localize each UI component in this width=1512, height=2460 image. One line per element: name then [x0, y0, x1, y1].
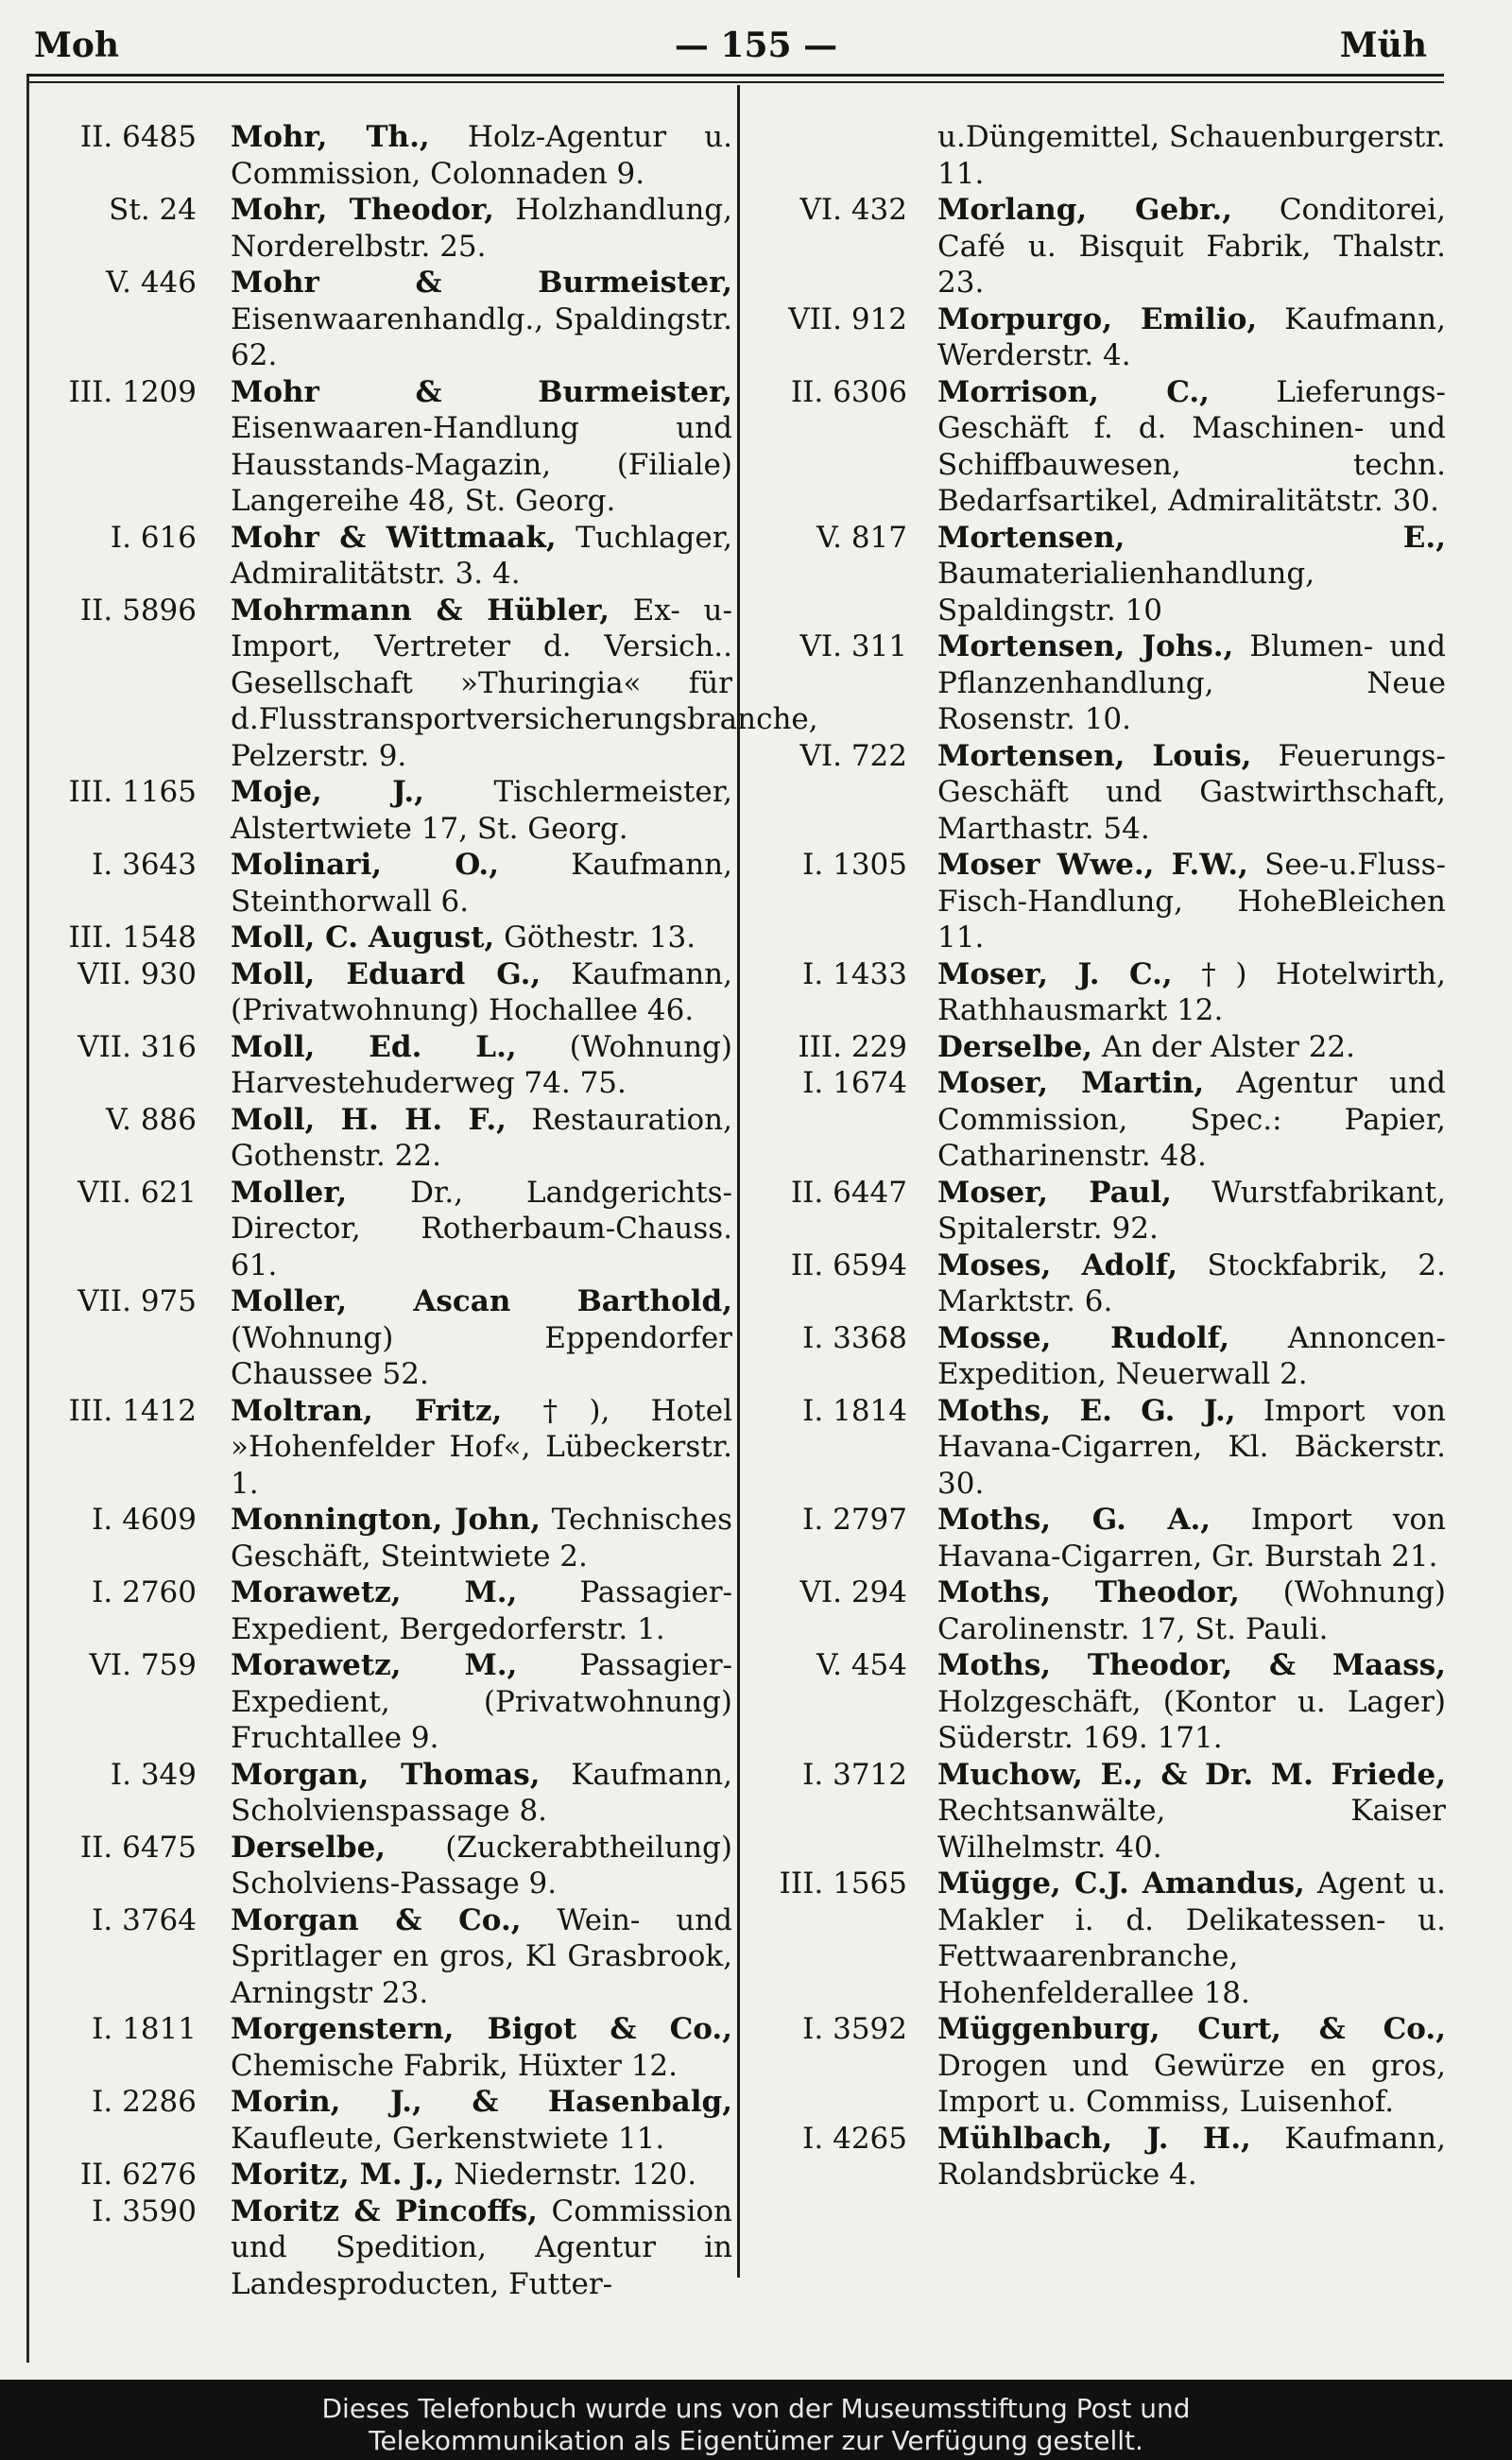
entry-text — [231, 774, 732, 847]
entry-text — [937, 1866, 1446, 2011]
subscriber-details: Passagier-Expedient, (Privatwohnung) Fruchtallee 9. — [231, 1648, 732, 1755]
phone-number: VII. 621 — [77, 1175, 197, 1210]
subscriber-details: Stockfabrik, 2. Marktstr. 6. — [937, 1247, 1446, 1318]
phone-number: III. 1548 — [68, 920, 197, 955]
directory-entry — [28, 1830, 732, 1902]
directory-entry — [28, 1029, 732, 1102]
subscriber-details: Restauration, Gothenstr. 22. — [231, 1102, 732, 1173]
subscriber-name: Müggenburg, Curt, & Co., — [937, 2012, 1446, 2046]
phone-number: III. 1165 — [68, 775, 197, 809]
subscriber-details: Annoncen-Expedition, Neuerwall 2. — [937, 1320, 1446, 1391]
subscriber-details: Feuerungs-Geschäft und Gastwirthschaft, Marthastr. 54. — [937, 738, 1446, 846]
directory-entry — [28, 920, 732, 956]
phone-number: VII. 975 — [77, 1284, 197, 1318]
phone-number: VI. 294 — [799, 1575, 907, 1609]
entry-text — [231, 1647, 732, 1757]
entry-text — [231, 2011, 732, 2084]
directory-entry — [747, 1393, 1446, 1503]
subscriber-details: Eisenwaaren-Handlung und Hausstands-Magazin, (Filiale) Langereihe 48, St. Georg. — [231, 411, 732, 518]
subscriber-details: Kaufleute, Gerkenstwiete 11. — [231, 2121, 665, 2156]
subscriber-name: Moll, Eduard G., — [231, 956, 541, 991]
subscriber-name: Morrison, C., — [937, 374, 1210, 409]
subscriber-name: Morgenstern, Bigot & Co., — [231, 2012, 732, 2046]
directory-entry — [747, 520, 1446, 629]
subscriber-details: An der Alster 22. — [1101, 1029, 1356, 1064]
subscriber-name: Moths, Theodor, — [937, 1575, 1240, 1609]
subscriber-details: Drogen und Gewürze en gros, Import u. Commiss, Luisenhof. — [937, 2048, 1446, 2119]
subscriber-details: (Wohnung) Eppendorfer Chaussee 52. — [231, 1320, 732, 1391]
directory-entry — [28, 520, 732, 593]
subscriber-name: Morawetz, M., — [231, 1575, 518, 1609]
entry-text — [231, 956, 732, 1029]
phone-number: St. 24 — [109, 193, 197, 227]
subscriber-details: Kaufmann, Scholvienspassage 8. — [231, 1757, 732, 1828]
subscriber-name: Moths, G. A., — [937, 1503, 1211, 1537]
subscriber-name: Moll, Ed. L., — [231, 1029, 517, 1064]
directory-entry — [747, 1175, 1446, 1247]
entry-text — [937, 1247, 1446, 1320]
entry-text — [937, 847, 1446, 956]
subscriber-name: Mortensen, Louis, — [937, 738, 1252, 773]
directory-entry — [747, 1574, 1446, 1647]
phone-number: I. 3592 — [802, 2012, 907, 2046]
directory-entry — [28, 1175, 732, 1284]
phone-number: II. 6594 — [790, 1247, 907, 1282]
directory-entry — [28, 2193, 732, 2303]
subscriber-details: Chemische Fabrik, Hüxter 12. — [231, 2048, 678, 2083]
directory-entry — [747, 2121, 1446, 2193]
phone-number: VII. 316 — [77, 1029, 197, 1064]
phone-number: I. 349 — [110, 1757, 197, 1792]
subscriber-details: Tischlermeister, Alstertwiete 17, St. Georg. — [231, 775, 732, 846]
subscriber-name: Moths, E. G. J., — [937, 1393, 1236, 1428]
phone-number: VI. 311 — [799, 629, 907, 663]
entry-text — [231, 2084, 732, 2157]
directory-entry — [28, 2011, 732, 2084]
phone-number: I. 2760 — [92, 1575, 197, 1609]
directory-entry — [747, 1029, 1446, 1066]
directory-entry — [28, 265, 732, 374]
subscriber-name: Moser, J. C., — [937, 956, 1173, 991]
subscriber-details: Lieferungs-Geschäft f. d. Maschinen- und Schiffbauwesen, techn. Bedarfsartikel, Admiralitätstr. 30. — [937, 374, 1447, 518]
entry-text — [937, 192, 1446, 301]
subscriber-name: Muchow, E., & Dr. M. Friede, — [937, 1757, 1446, 1792]
directory-entry — [747, 374, 1446, 520]
subscriber-details: Niedernstr. 120. — [454, 2158, 697, 2192]
subscriber-details: Tuchlager, Admiralitätstr. 3. 4. — [231, 520, 732, 591]
subscriber-name: Mortensen, E., — [937, 520, 1446, 555]
directory-entry — [747, 2011, 1446, 2121]
directory-entry — [28, 1574, 732, 1647]
header-right-keyword: Müh — [1339, 26, 1427, 65]
subscriber-name: Morpurgo, Emilio, — [937, 301, 1258, 336]
entry-text — [937, 1065, 1446, 1175]
subscriber-name: Moll, H. H. F., — [231, 1102, 507, 1137]
entry-text — [231, 1830, 732, 1902]
entry-text — [937, 1757, 1446, 1867]
subscriber-details: Dr., Landgerichts-Director, Rotherbaum-Chauss. 61. — [231, 1175, 732, 1282]
page-header — [0, 0, 1512, 76]
entry-text — [937, 1647, 1446, 1757]
subscriber-details: Kaufmann, Rolandsbrücke 4. — [937, 2121, 1446, 2192]
subscriber-details: Baumaterialienhandlung, Spaldingstr. 10 — [937, 557, 1315, 628]
phone-number: III. 1209 — [68, 374, 197, 409]
subscriber-name: Mügge, C.J. Amandus, — [937, 1867, 1305, 1901]
phone-number: III. 229 — [798, 1029, 907, 1064]
entry-text — [231, 1574, 732, 1647]
subscriber-details: Göthestr. 13. — [504, 920, 696, 955]
entry-text — [231, 1283, 732, 1393]
directory-entry — [28, 593, 818, 775]
phone-number: II. 6276 — [79, 2158, 197, 2192]
subscriber-details: Rechtsanwälte, Kaiser Wilhelmstr. 40. — [937, 1794, 1446, 1865]
entry-text — [231, 1393, 732, 1503]
directory-entry — [28, 1757, 732, 1830]
phone-number: II. 6475 — [79, 1830, 197, 1865]
subscriber-name: Moser, Paul, — [937, 1175, 1172, 1210]
entry-text — [937, 628, 1446, 738]
footer-line-1: Dieses Telefonbuch wurde uns von der Museumsstiftung Post und — [321, 2393, 1191, 2424]
entry-text — [231, 520, 732, 593]
directory-entry — [28, 374, 732, 520]
directory-entry — [28, 2084, 732, 2157]
footer-bar — [0, 2380, 1512, 2460]
entry-text — [937, 738, 1446, 848]
subscriber-name: Mohr & Burmeister, — [231, 374, 732, 409]
entry-text — [231, 1029, 732, 1102]
right-column — [747, 119, 1446, 2193]
subscriber-name: Mohr, Theodor, — [231, 193, 494, 227]
directory-entry — [747, 1247, 1446, 1320]
subscriber-details: Agentur und Commission, Spec.: Papier, Catharinenstr. 48. — [937, 1066, 1446, 1173]
entry-text — [937, 1320, 1446, 1393]
subscriber-details: Commission und Spedition, Agentur in Landesproducten, Futter- — [231, 2193, 732, 2301]
footer-line-2: Telekommunikation als Eigentümer zur Verfügung gestellt. — [369, 2425, 1143, 2456]
phone-number: I. 3643 — [92, 848, 197, 882]
phone-number: VI. 432 — [799, 193, 907, 227]
entry-text — [231, 1175, 732, 1284]
phone-number: VI. 722 — [799, 738, 907, 773]
phone-number: I. 3590 — [92, 2193, 197, 2228]
entry-text — [231, 920, 732, 956]
subscriber-details: (Zuckerabtheilung) Scholviens-Passage 9. — [231, 1830, 732, 1901]
directory-entry — [747, 1320, 1446, 1393]
subscriber-details: Conditorei, Café u. Bisquit Fabrik, Thalstr. 23. — [937, 193, 1446, 300]
phone-number: VI. 759 — [89, 1648, 197, 1682]
subscriber-details: Kaufmann, Steinthorwall 6. — [231, 848, 732, 919]
entry-text — [231, 847, 732, 920]
subscriber-details: Blumen- und Pflanzenhandlung, Neue Rosenstr. 10. — [937, 629, 1446, 736]
subscriber-details: Passagier-Expedient, Bergedorferstr. 1. — [231, 1575, 732, 1646]
subscriber-name: Morin, J., & Hasenbalg, — [231, 2085, 732, 2119]
phone-number: V. 886 — [106, 1102, 197, 1137]
subscriber-name: Mohrmann & Hübler, — [231, 593, 610, 628]
phone-number: I. 1811 — [92, 2012, 197, 2046]
entry-text — [231, 119, 732, 192]
directory-entry — [28, 1393, 732, 1503]
phone-number: VII. 930 — [77, 956, 197, 991]
directory-entry — [747, 738, 1446, 848]
subscriber-details: Import von Havana-Cigarren, Gr. Burstah 21. — [937, 1503, 1447, 1574]
subscriber-name: Mohr & Burmeister, — [231, 266, 732, 300]
subscriber-name: Mohr & Wittmaak, — [231, 520, 557, 555]
subscriber-name: Molinari, O., — [231, 848, 500, 882]
subscriber-name: Moser Wwe., F.W., — [937, 848, 1248, 882]
subscriber-name: Morgan, Thomas, — [231, 1757, 541, 1792]
entry-text — [937, 2121, 1446, 2193]
phone-number: III. 1412 — [68, 1393, 197, 1428]
phone-number: I. 1814 — [802, 1393, 907, 1428]
directory-entry — [28, 1902, 732, 2012]
directory-entry — [28, 956, 732, 1029]
entry-text — [937, 1029, 1446, 1066]
directory-entry — [747, 1065, 1446, 1175]
phone-number: I. 2286 — [92, 2085, 197, 2119]
phone-number: I. 616 — [110, 520, 197, 555]
entry-text — [937, 1574, 1446, 1647]
directory-entry — [747, 1757, 1446, 1867]
header-rule — [26, 74, 1444, 77]
subscriber-name: Monnington, John, — [231, 1503, 541, 1537]
subscriber-details: Import von Havana-Cigarren, Kl. Bäckerstr. 30. — [937, 1393, 1446, 1501]
directory-entry — [747, 192, 1446, 301]
subscriber-details: Holzhandlung, Norderelbstr. 25. — [231, 193, 732, 264]
directory-entry — [28, 2157, 732, 2193]
subscriber-name: Morgan & Co., — [231, 1902, 522, 1937]
directory-entry — [28, 1102, 732, 1175]
phone-number: II. 6306 — [790, 374, 907, 409]
entry-text — [231, 2193, 732, 2303]
phone-number: III. 1565 — [779, 1867, 907, 1901]
subscriber-details: (Wohnung) Harvestehuderweg 74. 75. — [231, 1029, 732, 1100]
continuation-text: u.Düngemittel, Schauenburgerstr. 11. — [937, 120, 1446, 191]
phone-number: I. 3368 — [802, 1320, 907, 1355]
directory-entry — [747, 847, 1446, 956]
subscriber-details: Holz-Agentur u. Commission, Colonnaden 9. — [231, 120, 732, 191]
entry-text — [231, 1502, 732, 1574]
subscriber-details: Kaufmann, Werderstr. 4. — [937, 301, 1446, 372]
subscriber-name: Moser, Martin, — [937, 1066, 1205, 1100]
subscriber-details: (Wohnung) Carolinenstr. 17, St. Pauli. — [937, 1575, 1446, 1646]
entry-text — [231, 2157, 732, 2193]
subscriber-details: See-u.Fluss-Fisch-Handlung, HoheBleichen 11. — [937, 848, 1446, 955]
subscriber-name: Mühlbach, J. H., — [937, 2121, 1251, 2156]
entry-text — [937, 1502, 1446, 1574]
subscriber-name: Moltran, Fritz, — [231, 1393, 503, 1428]
subscriber-name: Morlang, Gebr., — [937, 193, 1232, 227]
subscriber-details: †), Hotel »Hohenfelder Hof«, Lübeckerstr. 1. — [231, 1393, 732, 1501]
subscriber-name: Moritz, M. J., — [231, 2158, 445, 2192]
phone-number: I. 3764 — [92, 1902, 197, 1937]
directory-entry — [28, 1283, 732, 1393]
phone-number: I. 4609 — [92, 1503, 197, 1537]
entry-text — [937, 1175, 1446, 1247]
phone-number: V. 817 — [816, 520, 907, 555]
entry-text — [231, 374, 732, 520]
phone-number: II. 5896 — [79, 593, 197, 628]
subscriber-details: †) Hotelwirth, Rathhausmarkt 12. — [937, 956, 1447, 1027]
directory-entry — [28, 1647, 732, 1757]
subscriber-details: Agent u. Makler i. d. Delikatessen- u. Fettwaarenbranche, Hohenfelderallee 18. — [937, 1867, 1446, 2010]
subscriber-name: Moll, C. August, — [231, 920, 495, 955]
phone-number: VII. 912 — [788, 301, 907, 336]
column-divider — [737, 85, 740, 2278]
subscriber-name: Moje, J., — [231, 775, 424, 809]
directory-entry — [28, 774, 732, 847]
phone-number: I. 2797 — [802, 1503, 907, 1537]
subscriber-name: Moses, Adolf, — [937, 1247, 1178, 1282]
phone-number: II. 6447 — [790, 1175, 907, 1210]
subscriber-name: Moller, Ascan Barthold, — [231, 1284, 732, 1318]
entry-text — [937, 301, 1446, 374]
directory-entry — [747, 956, 1446, 1029]
directory-entry — [747, 301, 1446, 374]
entry-text — [231, 1102, 732, 1175]
directory-entry — [747, 1866, 1446, 2011]
directory-entry — [747, 1647, 1446, 1757]
subscriber-details: Eisenwaarenhandlg., Spaldingstr. 62. — [231, 301, 732, 372]
directory-entry — [28, 847, 732, 920]
page-number: — 155 — — [674, 26, 838, 65]
subscriber-name: Mohr, Th., — [231, 120, 430, 154]
phone-number: I. 1674 — [802, 1066, 907, 1100]
header-left-keyword: Moh — [34, 26, 120, 65]
subscriber-name: Mosse, Rudolf, — [937, 1320, 1230, 1355]
entry-text — [231, 593, 818, 775]
phone-number: I. 1305 — [802, 848, 907, 882]
phone-number: V. 446 — [106, 266, 197, 300]
subscriber-details: Wurstfabrikant, Spitalerstr. 92. — [937, 1175, 1446, 1246]
subscriber-name: Mortensen, Johs., — [937, 629, 1234, 663]
entry-text — [937, 2011, 1446, 2121]
entry-text — [937, 374, 1446, 520]
entry-text — [231, 1902, 732, 2012]
subscriber-name: Derselbe, — [937, 1029, 1093, 1064]
left-column — [28, 119, 818, 2302]
footer-notice — [0, 2393, 1512, 2457]
subscriber-details: Technisches Geschäft, Steintwiete 2. — [231, 1503, 732, 1574]
subscriber-name: Morawetz, M., — [231, 1648, 518, 1682]
subscriber-details: Kaufmann, (Privatwohnung) Hochallee 46. — [231, 956, 732, 1027]
subscriber-name: Moths, Theodor, & Maass, — [937, 1648, 1446, 1682]
directory-entry — [28, 192, 732, 265]
entry-text — [937, 1393, 1446, 1503]
entry-text — [231, 1757, 732, 1830]
phone-number: I. 3712 — [802, 1757, 907, 1792]
entry-text — [937, 956, 1446, 1029]
phone-number: II. 6485 — [79, 120, 197, 154]
directory-entry — [747, 1502, 1446, 1574]
phone-number: V. 454 — [816, 1648, 907, 1682]
subscriber-details: Wein- und Spritlager en gros, Kl Grasbrook, Arningstr 23. — [231, 1902, 732, 2010]
subscriber-name: Moritz & Pincoffs, — [231, 2193, 538, 2228]
phone-number: I. 1433 — [802, 956, 907, 991]
header-rule-thin — [26, 81, 1444, 83]
entry-text — [231, 192, 732, 265]
entry-text — [231, 265, 732, 374]
subscriber-name: Derselbe, — [231, 1830, 387, 1865]
subscriber-details: Holzgeschäft, (Kontor u. Lager) Süderstr. 169. 171. — [937, 1684, 1446, 1755]
subscriber-name: Moller, — [231, 1175, 348, 1210]
entry-text — [937, 520, 1446, 629]
directory-entry — [747, 628, 1446, 738]
directory-entry — [28, 1502, 732, 1574]
subscriber-details: Ex- u- Import, Vertreter d. Versich.. Gesellschaft »Thuringia« für d.Flusstransportversicherungsbranche, Pelzerstr. 9. — [231, 593, 818, 773]
phone-number: I. 4265 — [802, 2121, 907, 2156]
directory-entry — [28, 119, 732, 192]
